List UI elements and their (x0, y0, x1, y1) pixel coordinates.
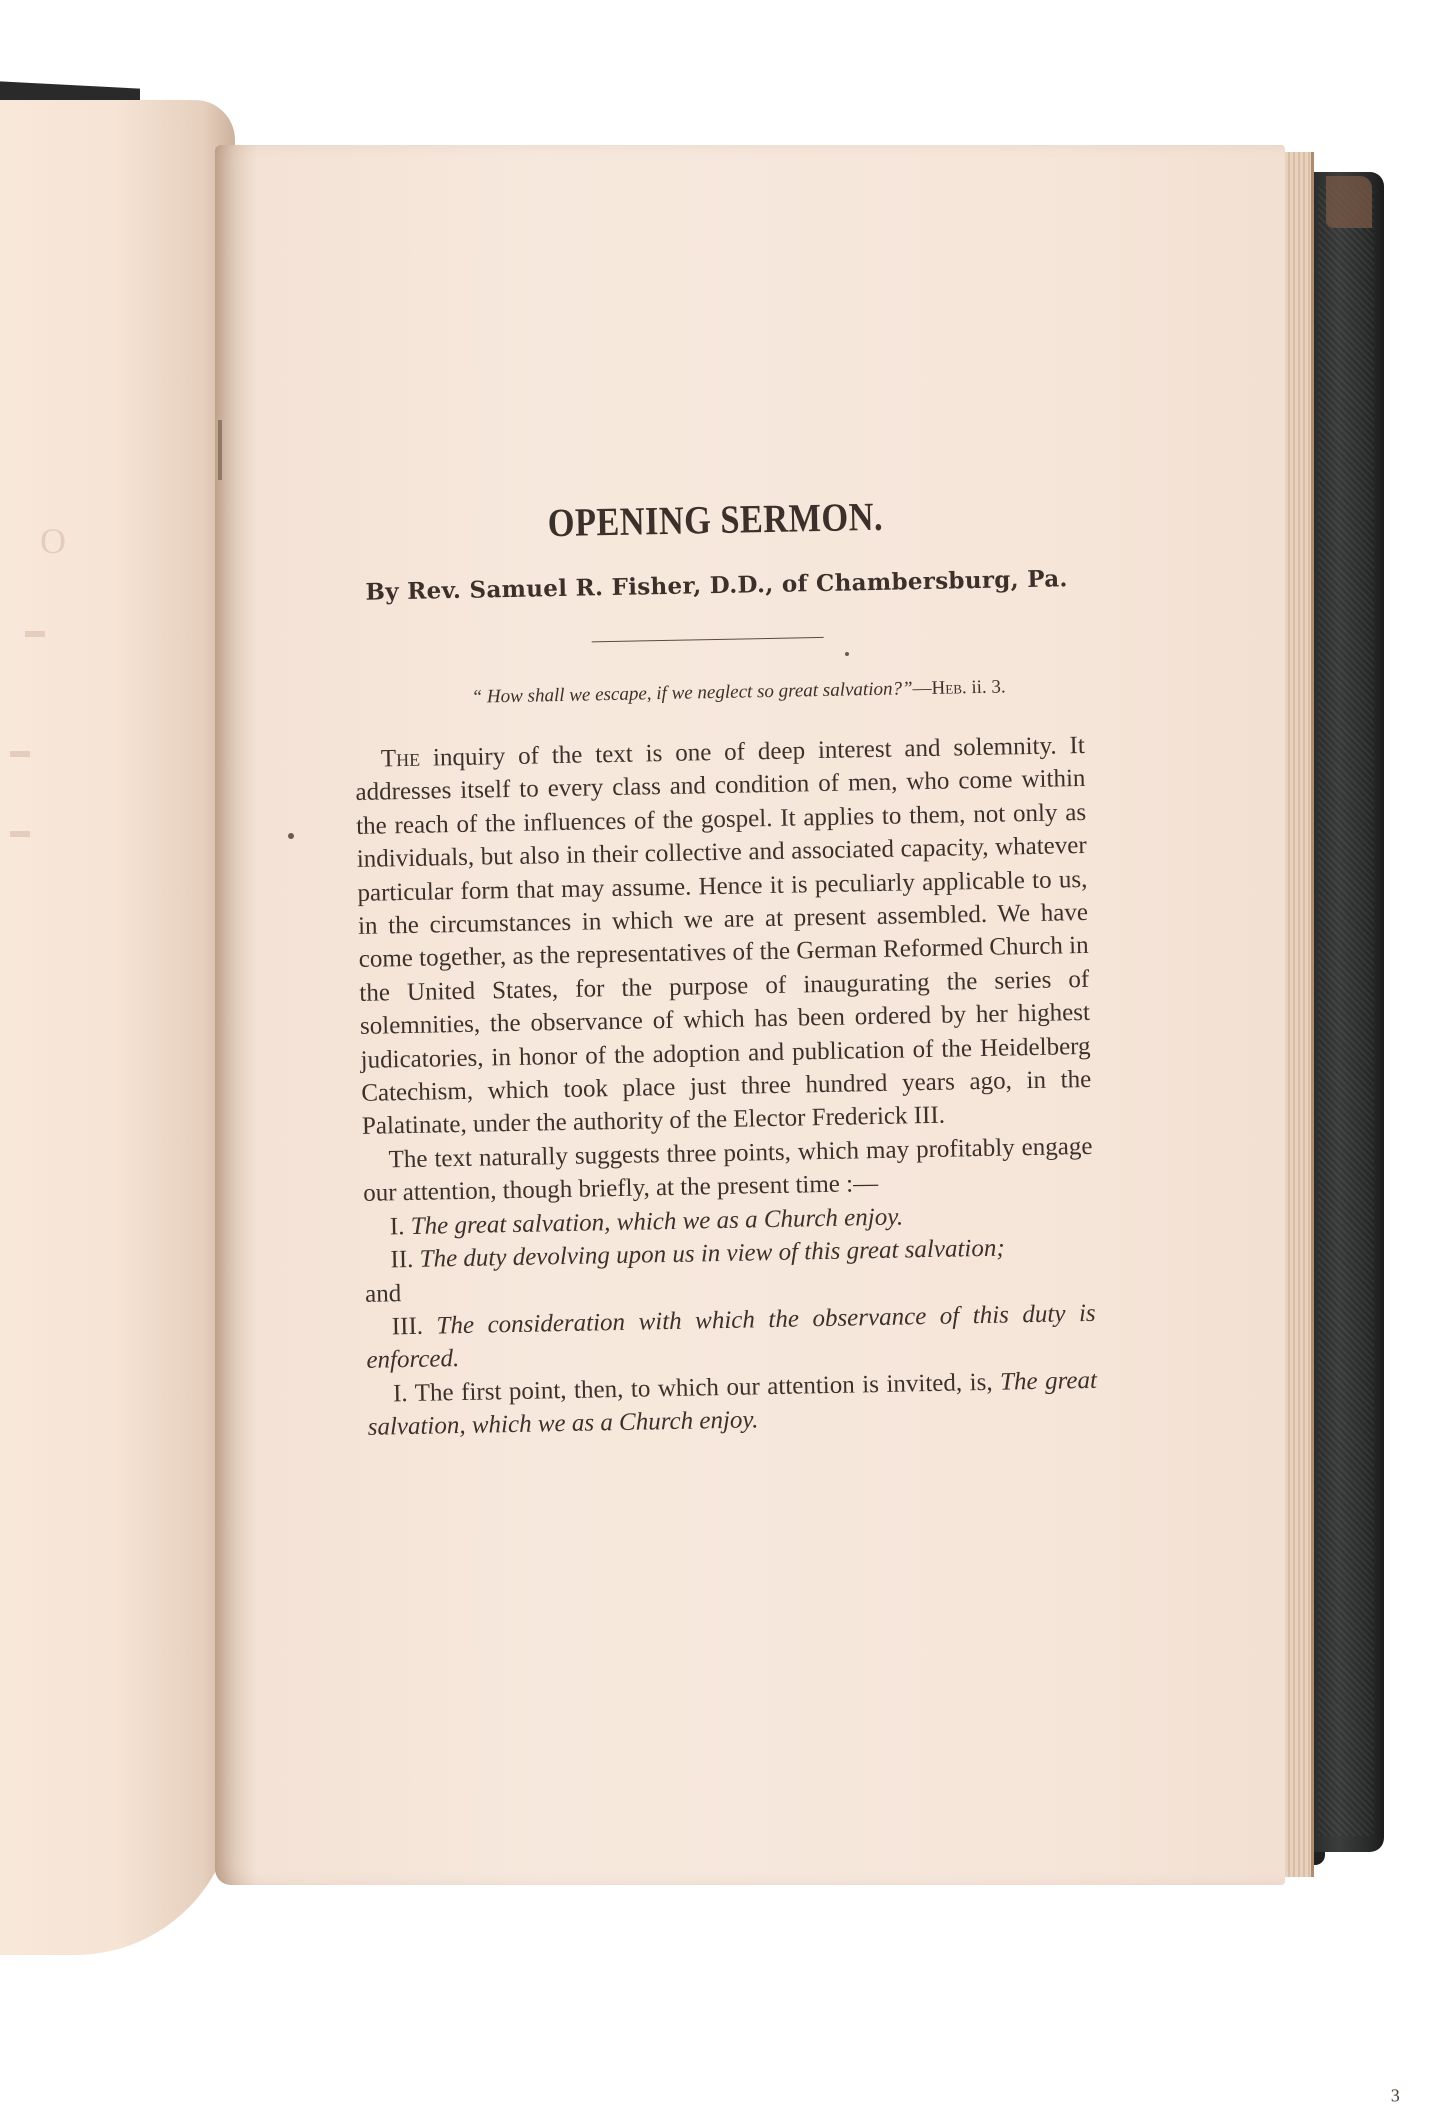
outline-number: I. (389, 1212, 411, 1241)
epigraph-verse: ii. 3. (966, 676, 1006, 699)
outline-number: II. (390, 1245, 420, 1274)
page-title: OPENING SERMON. (547, 493, 884, 546)
outline-number: III. (391, 1312, 437, 1341)
author-byline: By Rev. Samuel R. Fisher, D.D., of Chambersburg, Pa. (365, 565, 1068, 606)
gutter-mark (218, 420, 222, 480)
paragraph-1-lead: The (380, 744, 421, 773)
worn-cover-corner (1326, 176, 1372, 228)
paragraph-1-text: inquiry of the text is one of deep interest and solemnity. It addresses itself to every class and condition of men, who come within the reach of the influences of the gospel. It applies to them, not only as individuals, but also in their collective and associated capacity, whatever particular form that may assume. Hence it is peculiarly applicable to us, in the circumstances in which we are at present assembled. We have come together, as the representatives of the German Reformed Church in the United States, for the purpose of inaugurating the series of solemnities, the observance of which has been ordered by her highest judicatories, in honor of the adoption and publication of the Heidelberg Catechism, which took place just three hundred years ago, in the Palatinate, under the authority of the Elector Frederick III. (355, 731, 1092, 1141)
outline-text: The great salvation, which we as a Church enjoy. (410, 1203, 904, 1240)
outline-item-2-trail: and (364, 1279, 402, 1308)
paragraph-3-italic: The great salvation, which we as a Church enjoy. (367, 1366, 1098, 1441)
outline-text: The duty devolving upon us in view of this great salvation; (419, 1234, 1005, 1273)
page-text-block (350, 491, 1400, 2106)
paragraph-3 (367, 1364, 1098, 1445)
foxing-spot (288, 833, 294, 839)
epigraph-dash: — (912, 677, 932, 700)
paragraph-1 (355, 729, 1093, 1144)
paragraph-3-lead: I. The first point, then, to which our attention is invited, is, (392, 1368, 1001, 1408)
sermon-outline (364, 1197, 1097, 1378)
epigraph-book: Heb. (931, 677, 967, 699)
epigraph (354, 675, 1084, 711)
outline-text: The consideration with which the observance of this duty is enforced. (366, 1299, 1096, 1375)
title-rule (592, 637, 824, 642)
sermon-body (355, 729, 1098, 1444)
left-page: O ▬ ▬ ▬ (0, 100, 235, 1955)
epigraph-quote: “ How shall we escape, if we neglect so great salvation?” (471, 678, 913, 708)
page-number: 3 (1390, 2085, 1400, 2106)
cloth-texture (1318, 186, 1374, 1836)
paragraph-2: The text naturally suggests three points, which may profitably engage our attention, though briefly, at the present time :— (362, 1132, 1093, 1208)
